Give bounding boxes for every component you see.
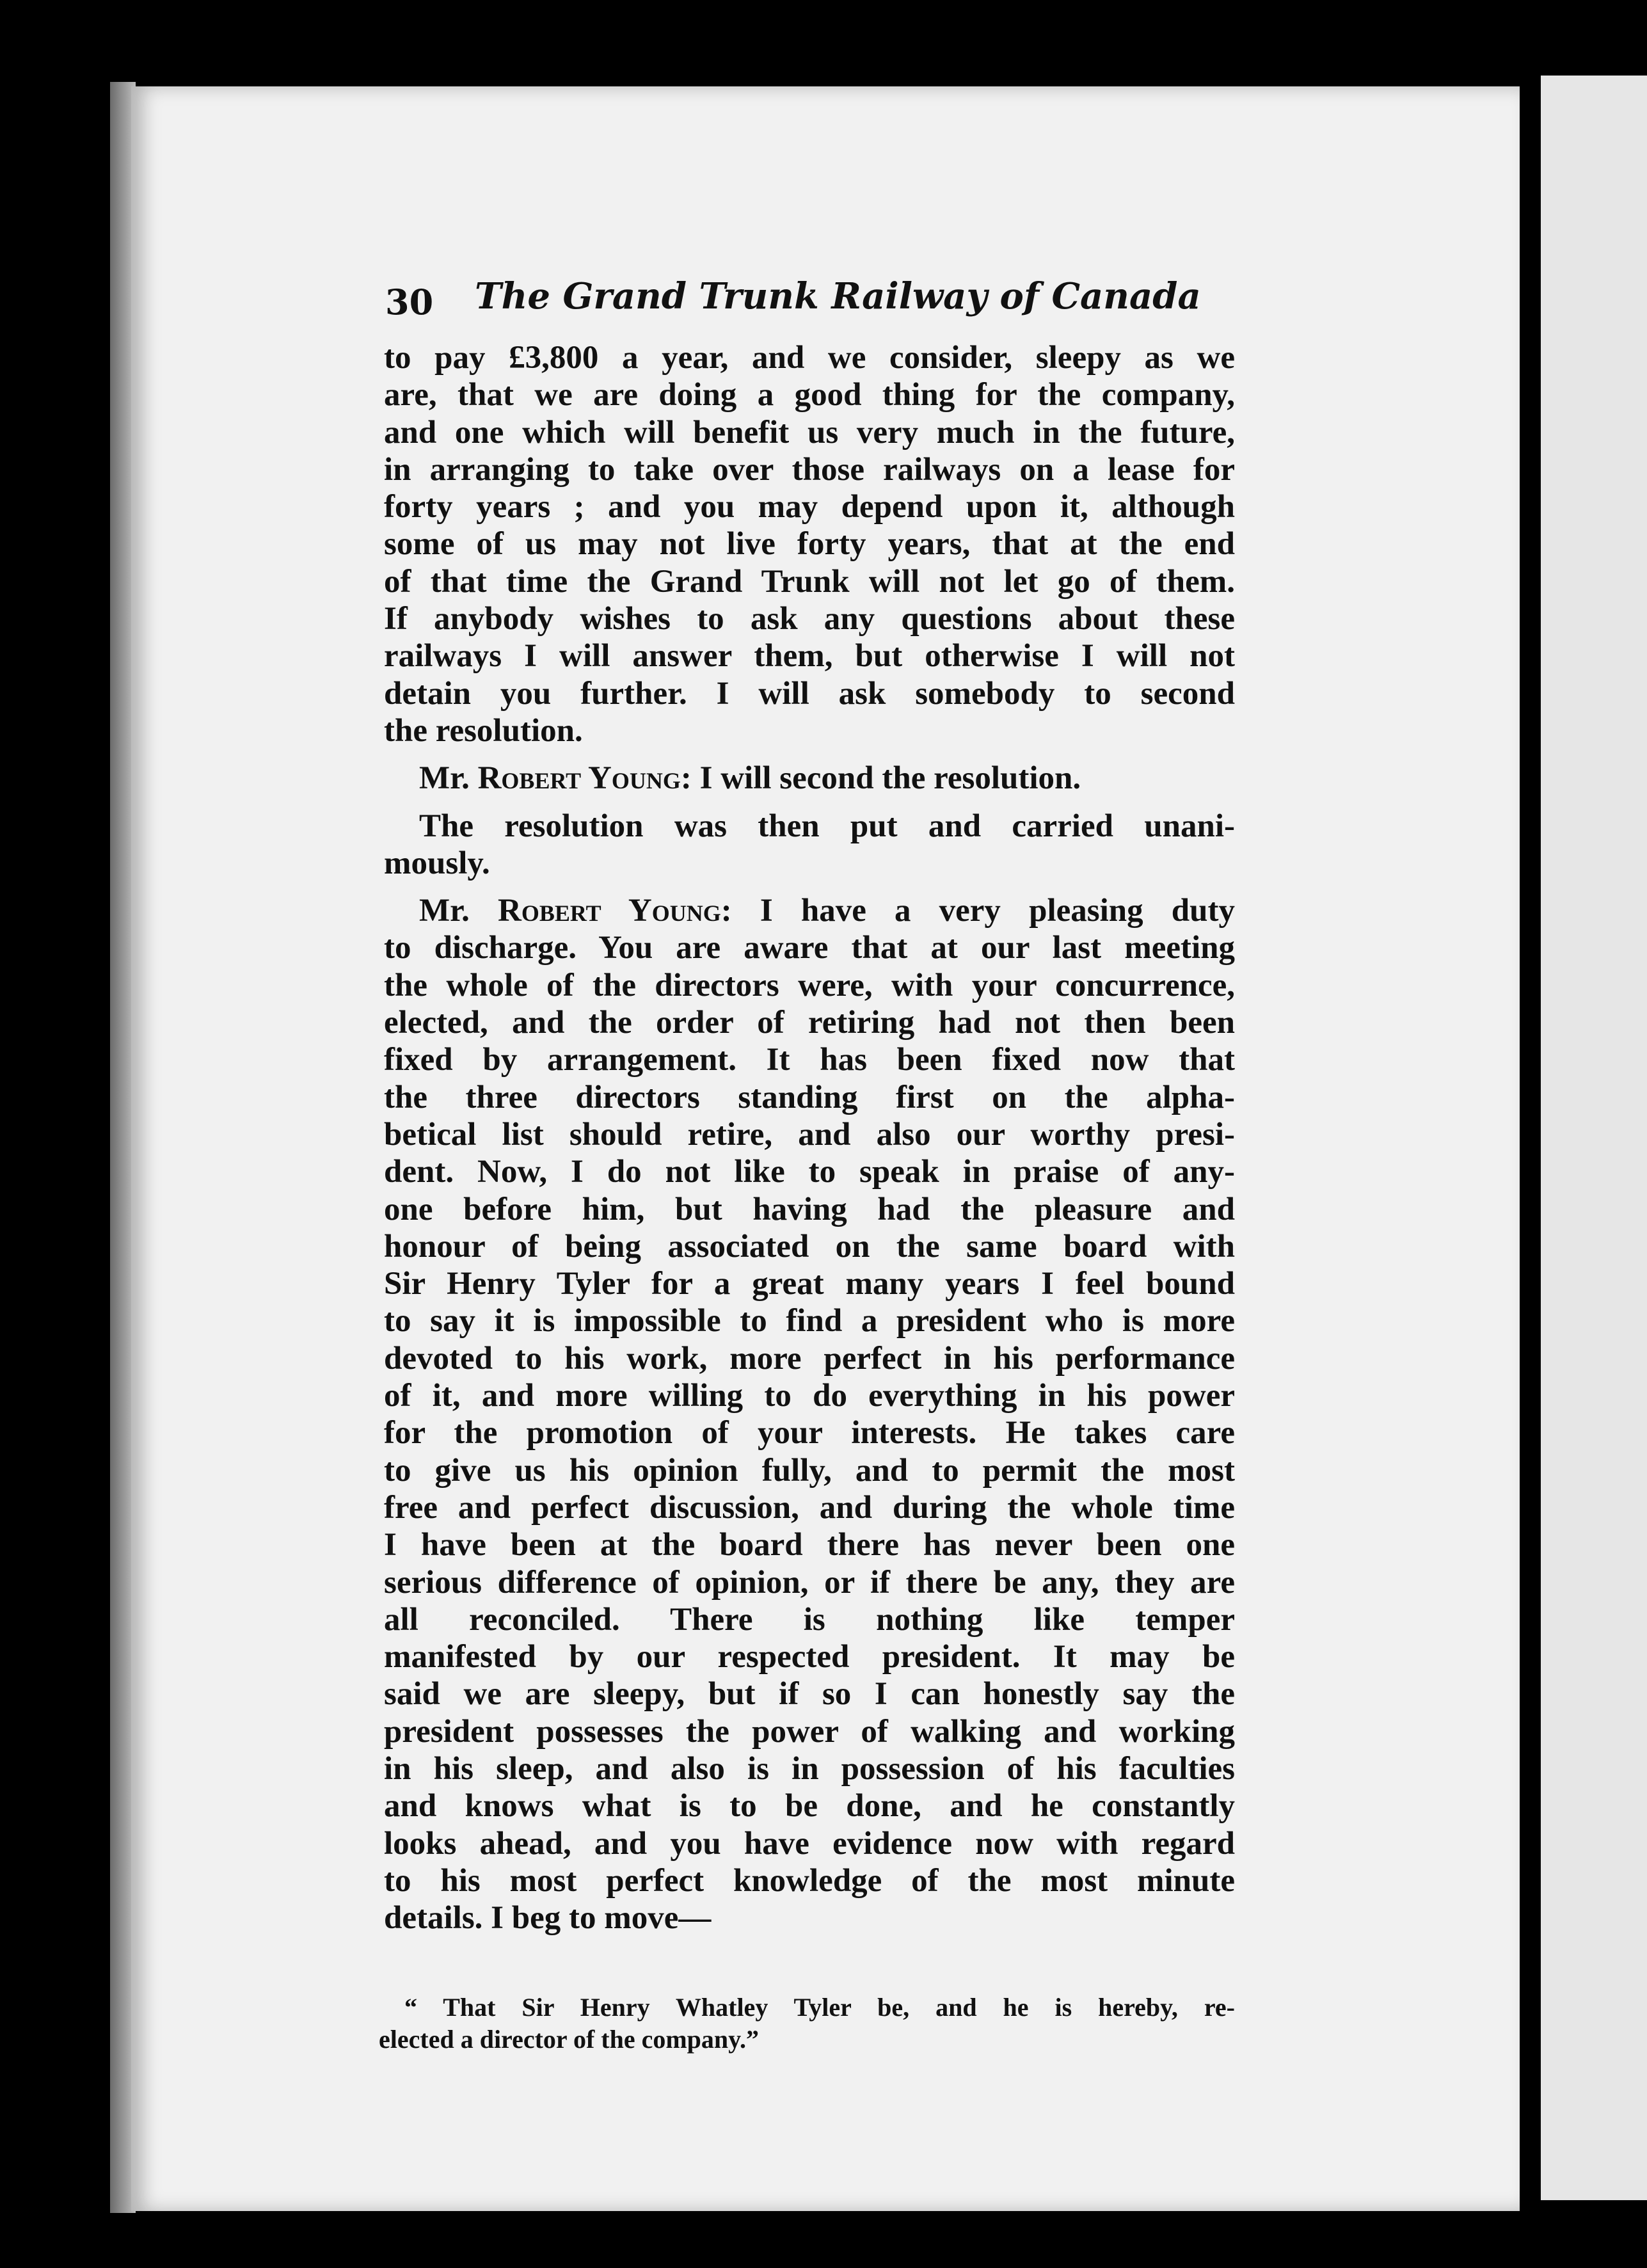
text-line: serious difference of opinion, or if there be any, they are	[384, 1564, 1235, 1601]
text-line: are, that we are doing a good thing for the company,	[384, 377, 1235, 413]
running-title: The Grand Trunk Railway of Canada	[475, 275, 1201, 317]
text-line: some of us may not live forty years, that at the end	[384, 526, 1235, 563]
text-line: railways I will answer them, but otherwise I will not	[384, 638, 1235, 675]
paragraph-4	[384, 892, 1235, 1937]
text-line: mously.	[384, 845, 490, 881]
speaker-name: Robert Young	[498, 893, 721, 929]
speaker-name: Robert Young	[477, 760, 681, 797]
text-line: honour of being associated on the same board with	[384, 1228, 1235, 1265]
text-line: devoted to his work, more perfect in his performance	[384, 1340, 1235, 1377]
text-line: of that time the Grand Trunk will not let go of them.	[384, 563, 1235, 600]
text-line: If anybody wishes to ask any questions about these	[384, 601, 1235, 637]
text-line: president possesses the power of walking and working	[384, 1713, 1235, 1750]
text-line: detain you further. I will ask somebody to second	[384, 675, 1235, 712]
text-line: elected, and the order of retiring had not then been	[384, 1005, 1235, 1041]
speaker-line	[384, 892, 1235, 929]
text-line: fixed by arrangement. It has been fixed now that	[384, 1042, 1235, 1078]
text-line: to give us his opinion fully, and to permit the most	[384, 1452, 1235, 1489]
text-line: for the promotion of your interests. He takes care	[384, 1415, 1235, 1451]
speaker-prefix: Mr.	[419, 893, 498, 929]
text-line: free and perfect discussion, and during the whole time	[384, 1489, 1235, 1526]
text-line: betical list should retire, and also our worthy presi-	[384, 1116, 1235, 1153]
text-line: dent. Now, I do not like to speak in praise of any-	[384, 1154, 1235, 1190]
speaker-prefix: Mr.	[419, 760, 478, 797]
text-line: the three directors standing first on the alpha-	[384, 1079, 1235, 1115]
text-line: in his sleep, and also is in possession of his faculties	[384, 1750, 1235, 1787]
text-line: said we are sleepy, but if so I can honestly say the	[384, 1676, 1235, 1713]
page-number: 30	[385, 282, 434, 323]
text-line: in arranging to take over those railways on a lease for	[384, 451, 1235, 488]
speaker-line	[384, 760, 1235, 797]
quote-line: “ That Sir Henry Whatley Tyler be, and he is hereby, re-	[404, 1993, 1235, 2022]
text-line: to pay £3,800 a year, and we consider, sleepy as we	[384, 340, 1235, 376]
paragraph-2	[384, 760, 1235, 797]
text-line: of it, and more willing to do everything in his power	[384, 1378, 1235, 1414]
text-line: the whole of the directors were, with your concurrence,	[384, 967, 1235, 1003]
motion-quote	[379, 1992, 1235, 2056]
adjacent-page-edge	[1541, 76, 1647, 2200]
text-line: manifested by our respected president. It may be	[384, 1639, 1235, 1675]
text-line: to say it is impossible to find a president who is more	[384, 1303, 1235, 1339]
text-line: and one which will benefit us very much in the future,	[384, 414, 1235, 451]
body-text	[384, 339, 1235, 1937]
text-line: looks ahead, and you have evidence now with regard	[384, 1825, 1235, 1862]
quote-line: elected a director of the company.”	[379, 2025, 759, 2054]
text-line: one before him, but having had the pleasure and	[384, 1191, 1235, 1227]
text-line: and knows what is to be done, and he constantly	[384, 1788, 1235, 1825]
text-line: to discharge. You are aware that at our last meeting	[384, 930, 1235, 966]
text-line: forty years ; and you may depend upon it, although	[384, 489, 1235, 525]
text-line: Sir Henry Tyler for a great many years I feel bound	[384, 1266, 1235, 1302]
text-line: the resolution.	[384, 712, 583, 749]
paragraph-3	[384, 808, 1235, 882]
paragraph-1	[384, 339, 1235, 749]
speech-text: : I will second the resolution.	[680, 760, 1081, 797]
text-line: The resolution was then put and carried unani-	[419, 808, 1235, 844]
running-header	[385, 275, 1236, 333]
text-line: I have been at the board there has never been one	[384, 1527, 1235, 1563]
speech-text: : I have a very pleasing duty	[720, 893, 1235, 929]
text-line: to his most perfect knowledge of the most minute	[384, 1862, 1235, 1899]
text-line: details. I beg to move—	[384, 1900, 712, 1937]
text-line: all reconciled. There is nothing like temper	[384, 1601, 1235, 1638]
